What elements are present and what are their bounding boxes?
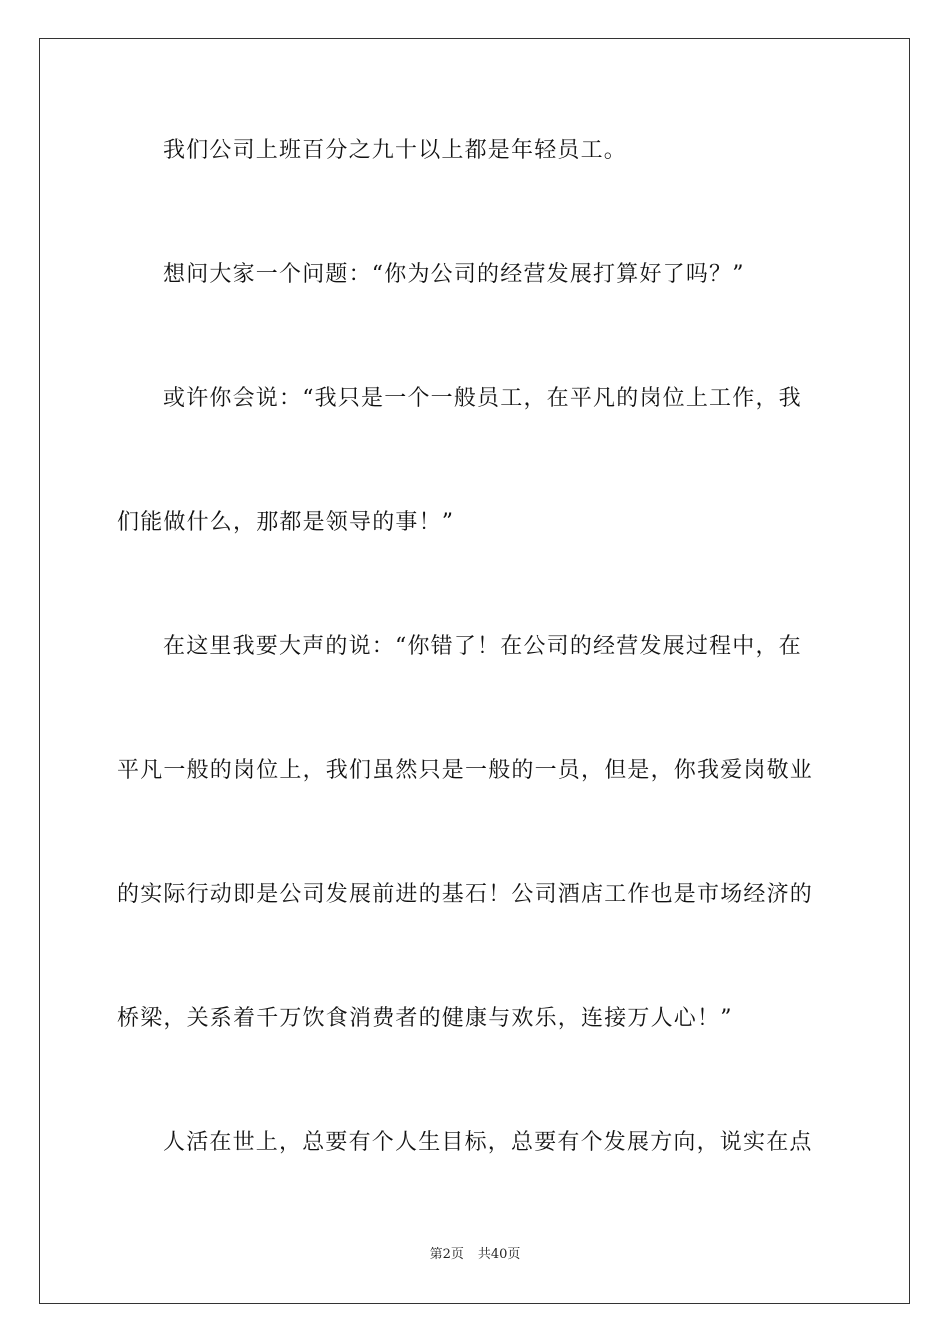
paragraph-line: 们能做什么，那都是领导的事！” xyxy=(117,510,455,535)
paragraph-line: 在这里我要大声的说：“你错了！在公司的经营发展过程中，在 xyxy=(163,634,802,659)
paragraph-line: 桥梁，关系着千万饮食消费者的健康与欢乐，连接万人心！” xyxy=(117,1006,733,1031)
paragraph-line: 人活在世上，总要有个人生目标，总要有个发展方向，说实在点 xyxy=(163,1130,813,1155)
page-number: 第2页 xyxy=(429,1247,464,1262)
page-footer xyxy=(0,1247,950,1263)
paragraph-line: 平凡一般的岗位上，我们虽然只是一般的一员，但是，你我爱岗敬业 xyxy=(117,758,814,783)
page-border xyxy=(39,38,910,1304)
page-total: 共40页 xyxy=(477,1247,521,1262)
paragraph-line: 想问大家一个问题：“你为公司的经营发展打算好了吗？” xyxy=(163,262,745,287)
paragraph-line: 或许你会说：“我只是一个一般员工，在平凡的岗位上工作，我 xyxy=(163,386,802,411)
paragraph-line: 的实际行动即是公司发展前进的基石！公司酒店工作也是市场经济的 xyxy=(117,882,814,907)
paragraph-line: 我们公司上班百分之九十以上都是年轻员工。 xyxy=(163,138,628,163)
